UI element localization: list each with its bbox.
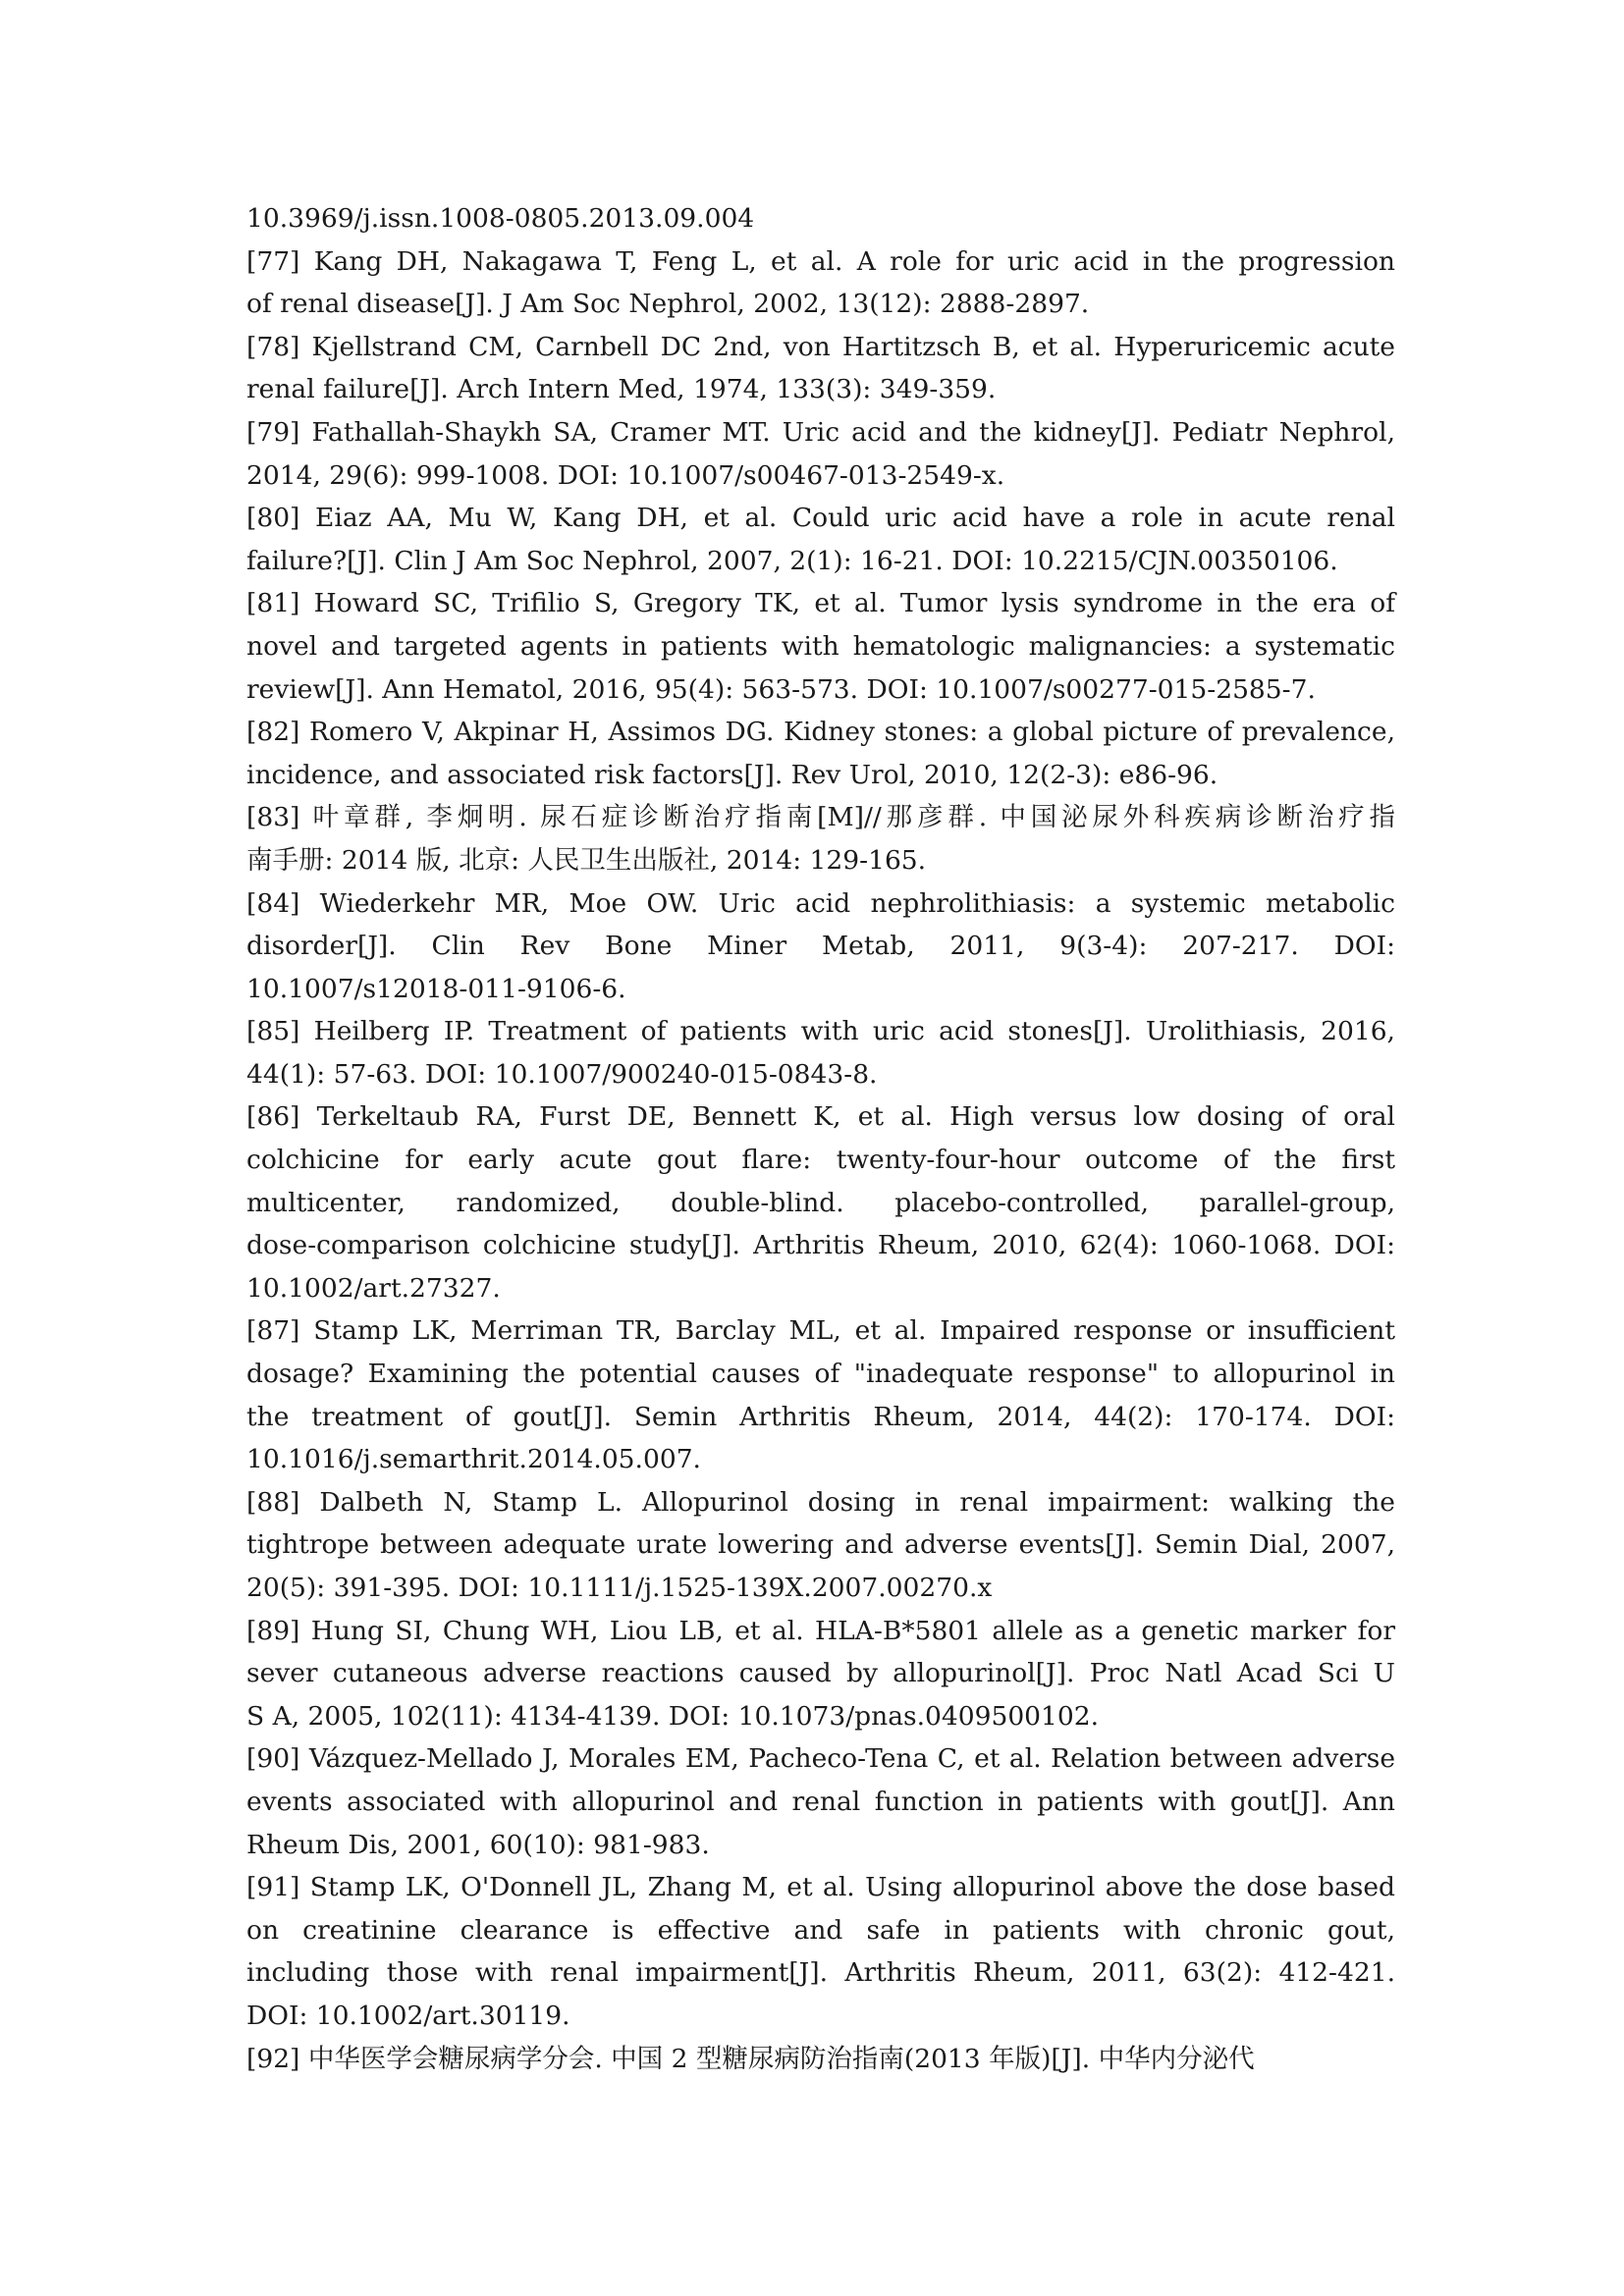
reference-entry bbox=[246, 796, 1395, 881]
reference-line: renal failure[J]. Arch Intern Med, 1974, 133(3): 349-359. bbox=[246, 374, 997, 405]
reference-line: [90] Vázquez-Mellado J, Morales EM, Pacheco-Tena C, et al. Relation between adverse bbox=[246, 1743, 1395, 1775]
reference-line: on creatinine clearance is effective and safe in patients with chronic gout, bbox=[246, 1914, 1395, 1946]
reference-line: [85] Heilberg IP. Treatment of patients with uric acid stones[J]. Urolithiasis, 2016, bbox=[246, 1016, 1395, 1047]
reference-entry bbox=[246, 240, 1395, 326]
reference-line: 10.1002/art.27327. bbox=[246, 1272, 501, 1304]
reference-line: failure?[J]. Clin J Am Soc Nephrol, 2007, 2(1): 16-21. DOI: 10.2215/CJN.00350106. bbox=[246, 545, 1338, 576]
reference-line: [77] Kang DH, Nakagawa T, Feng L, et al. A role for uric acid in the progression bbox=[246, 245, 1395, 277]
reference-line: [89] Hung SI, Chung WH, Liou LB, et al. HLA-B*5801 allele as a genetic marker for bbox=[246, 1615, 1395, 1646]
reference-line: [88] Dalbeth N, Stamp L. Allopurinol dosing in renal impairment: walking the bbox=[246, 1486, 1395, 1518]
reference-entry bbox=[246, 882, 1395, 1011]
reference-line: [80] Eiaz AA, Mu W, Kang DH, et al. Could uric acid have a role in acute renal bbox=[246, 503, 1395, 534]
reference-line: [83] 叶章群, 李炯明. 尿石症诊断治疗指南[M]//那彦群. 中国泌尿外科疾病诊断治疗指 bbox=[246, 802, 1395, 833]
reference-line: including those with renal impairment[J]. Arthritis Rheum, 2011, 63(2): 412-421. bbox=[246, 1957, 1395, 1989]
reference-entry bbox=[246, 1481, 1395, 1610]
reference-line: [86] Terkeltaub RA, Furst DE, Bennett K, et al. High versus low dosing of oral bbox=[246, 1101, 1395, 1133]
reference-line: [84] Wiederkehr MR, Moe OW. Uric acid nephrolithiasis: a systemic metabolic bbox=[246, 887, 1395, 919]
reference-entry bbox=[246, 1095, 1395, 1309]
reference-line: tightrope between adequate urate lowering and adverse events[J]. Semin Dial, 2007, bbox=[246, 1529, 1395, 1561]
reference-line: review[J]. Ann Hematol, 2016, 95(4): 563-573. DOI: 10.1007/s00277-015-2585-7. bbox=[246, 673, 1316, 705]
reference-line: 2014, 29(6): 999-1008. DOI: 10.1007/s00467-013-2549-x. bbox=[246, 459, 1005, 491]
reference-line: events associated with allopurinol and renal function in patients with gout[J]. Ann bbox=[246, 1786, 1395, 1817]
reference-line: 10.3969/j.issn.1008-0805.2013.09.004 bbox=[246, 203, 755, 234]
reference-line: [82] Romero V, Akpinar H, Assimos DG. Kidney stones: a global picture of prevalence, bbox=[246, 717, 1395, 748]
reference-line: 20(5): 391-395. DOI: 10.1111/j.1525-139X.2007.00270.x bbox=[246, 1573, 993, 1603]
reference-entry bbox=[246, 1737, 1395, 1866]
reference-line: 44(1): 57-63. DOI: 10.1007/900240-015-0843-8. bbox=[246, 1058, 878, 1090]
reference-line: 10.1007/s12018-011-9106-6. bbox=[246, 973, 626, 1004]
reference-line: DOI: 10.1002/art.30119. bbox=[246, 2000, 570, 2031]
reference-line: 10.1016/j.semarthrit.2014.05.007. bbox=[246, 1444, 701, 1475]
reference-entry bbox=[246, 1010, 1395, 1095]
reference-line: [92] 中华医学会糖尿病学分会. 中国 2 型糖尿病防治指南(2013 年版)[J]. 中华内分泌代 bbox=[246, 2043, 1255, 2074]
reference-entry bbox=[246, 582, 1395, 711]
reference-line: novel and targeted agents in patients with hematologic malignancies: a systematic bbox=[246, 630, 1395, 662]
reference-line: [79] Fathallah-Shaykh SA, Cramer MT. Uric acid and the kidney[J]. Pediatr Nephrol, bbox=[246, 416, 1395, 448]
reference-entry bbox=[246, 1610, 1395, 1738]
reference-line: [87] Stamp LK, Merriman TR, Barclay ML, et al. Impaired response or insufficient bbox=[246, 1315, 1395, 1347]
reference-line: S A, 2005, 102(11): 4134-4139. DOI: 10.1073/pnas.0409500102. bbox=[246, 1700, 1100, 1732]
reference-line: of renal disease[J]. J Am Soc Nephrol, 2002, 13(12): 2888-2897. bbox=[246, 289, 1090, 320]
reference-line: disorder[J]. Clin Rev Bone Miner Metab, 2011, 9(3-4): 207-217. DOI: bbox=[246, 931, 1395, 962]
reference-line: [78] Kjellstrand CM, Carnbell DC 2nd, von Hartitzsch B, et al. Hyperuricemic acute bbox=[246, 331, 1395, 362]
reference-line: incidence, and associated risk factors[J]. Rev Urol, 2010, 12(2-3): e86-96. bbox=[246, 759, 1218, 790]
reference-entry bbox=[246, 326, 1395, 411]
reference-entry bbox=[246, 497, 1395, 582]
reference-entry bbox=[246, 2038, 1395, 2081]
reference-line: [91] Stamp LK, O'Donnell JL, Zhang M, et al. Using allopurinol above the dose based bbox=[246, 1872, 1395, 1903]
reference-line: sever cutaneous adverse reactions caused by allopurinol[J]. Proc Natl Acad Sci U bbox=[246, 1658, 1395, 1689]
reference-entry bbox=[246, 1866, 1395, 2037]
reference-list bbox=[246, 197, 1395, 2080]
reference-entry bbox=[246, 411, 1395, 497]
reference-line: multicenter, randomized, double-blind. placebo-controlled, parallel-group, bbox=[246, 1187, 1395, 1218]
reference-line: colchicine for early acute gout flare: twenty-four-hour outcome of the first bbox=[246, 1145, 1395, 1176]
reference-entry bbox=[246, 1309, 1395, 1480]
reference-entry bbox=[246, 197, 1395, 240]
reference-entry bbox=[246, 711, 1395, 796]
reference-line: dosage? Examining the potential causes of "inadequate response" to allopurinol in bbox=[246, 1359, 1395, 1390]
reference-line: Rheum Dis, 2001, 60(10): 981-983. bbox=[246, 1829, 710, 1860]
reference-line: [81] Howard SC, Trifilio S, Gregory TK, et al. Tumor lysis syndrome in the era of bbox=[246, 588, 1395, 619]
reference-line: 南手册: 2014 版, 北京: 人民卫生出版社, 2014: 129-165. bbox=[246, 844, 927, 876]
reference-line: dose-comparison colchicine study[J]. Arthritis Rheum, 2010, 62(4): 1060-1068. DOI: bbox=[246, 1230, 1395, 1261]
reference-line: the treatment of gout[J]. Semin Arthritis Rheum, 2014, 44(2): 170-174. DOI: bbox=[246, 1401, 1395, 1432]
